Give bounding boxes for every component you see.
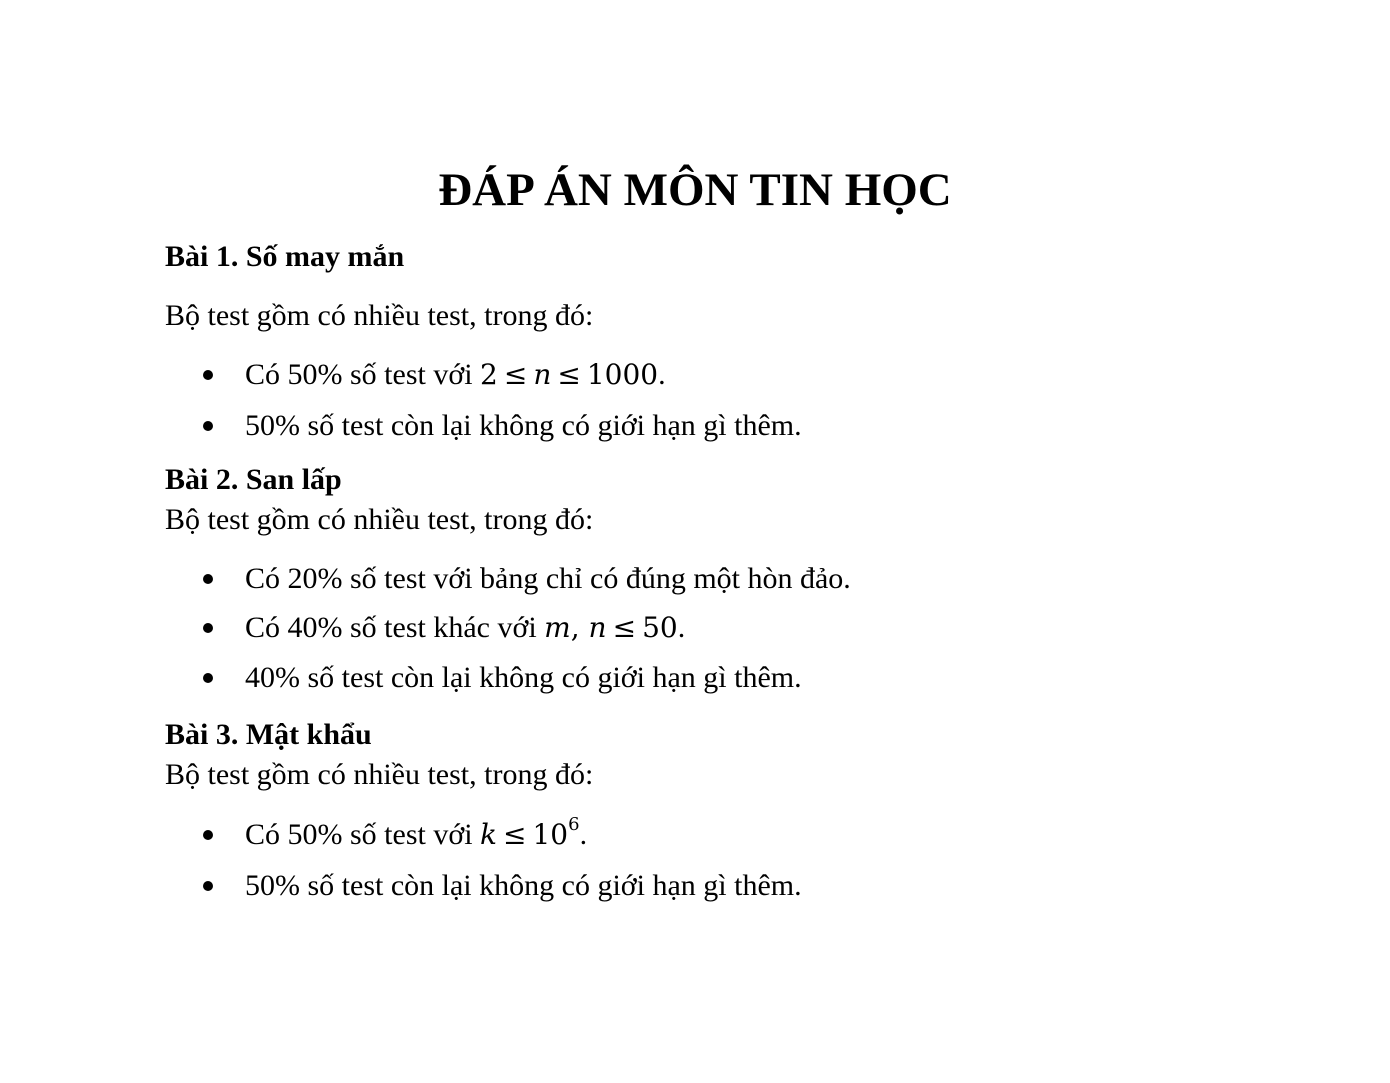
bullet-icon: [203, 673, 213, 683]
bullet-icon: [203, 370, 213, 380]
bullet-icon: [203, 623, 213, 633]
bullet-icon: [203, 881, 213, 891]
section-heading-bai-2: Bài 2. San lấp: [165, 463, 342, 496]
item-suffix: .: [658, 358, 666, 391]
list-item-text: [245, 355, 666, 395]
math-comma: ,: [570, 611, 580, 644]
list-item-text: 50% số test còn lại không có giới hạn gì thêm.: [245, 869, 802, 902]
math-number: 10: [532, 818, 569, 851]
math-expression: [480, 814, 580, 851]
section-intro: Bộ test gồm có nhiều test, trong đó:: [165, 299, 594, 332]
list-item-text: [245, 608, 685, 648]
page-title: ĐÁP ÁN MÔN TIN HỌC: [438, 164, 952, 216]
item-text: Có 40% số test khác với: [245, 611, 545, 644]
math-number: 1000: [586, 358, 659, 391]
list-item-text: Có 20% số test với bảng chỉ có đúng một hòn đảo.: [245, 562, 851, 595]
math-variable: m: [544, 611, 571, 644]
math-exponent: 6: [568, 814, 580, 835]
item-suffix: .: [579, 818, 588, 851]
list-item-text: [245, 815, 587, 855]
math-operator: ≤: [557, 358, 581, 391]
section-heading-bai-1: Bài 1. Số may mắn: [165, 240, 405, 273]
item-text: Có 50% số test với: [245, 358, 481, 391]
bullet-icon: [203, 830, 213, 840]
section-intro: Bộ test gồm có nhiều test, trong đó:: [165, 758, 594, 791]
section-intro: Bộ test gồm có nhiều test, trong đó:: [165, 503, 594, 536]
math-number: 50: [642, 611, 678, 644]
math-variable: k: [480, 818, 498, 851]
item-suffix: .: [677, 611, 686, 644]
math-number: 2: [480, 358, 498, 391]
bullet-icon: [203, 574, 213, 584]
math-operator: ≤: [612, 611, 637, 644]
math-expression: [480, 358, 658, 391]
list-item-text: 40% số test còn lại không có giới hạn gì thêm.: [245, 661, 802, 694]
math-expression: [544, 611, 678, 644]
list-item-text: 50% số test còn lại không có giới hạn gì thêm.: [245, 409, 802, 442]
bullet-icon: [203, 421, 213, 431]
math-variable: n: [533, 358, 552, 391]
math-variable: n: [588, 611, 607, 644]
math-operator: ≤: [503, 358, 528, 391]
section-heading-bai-3: Bài 3. Mật khẩu: [165, 718, 372, 751]
item-text: Có 50% số test với: [245, 818, 481, 851]
math-operator: ≤: [503, 818, 527, 851]
